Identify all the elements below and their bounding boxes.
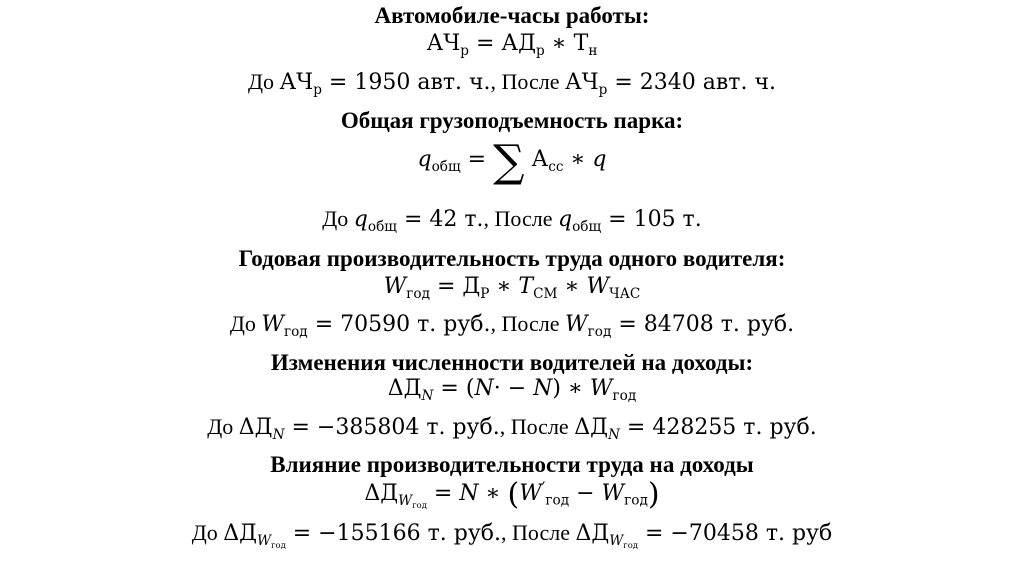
heading-driver-count-change: Изменения численности водителей на доходы: xyxy=(270,350,754,375)
result-vehicle-hours: До $АЧ_р = 1950$ авт. ч., После $АЧ_р = 2340$ авт. ч. xyxy=(248,69,776,98)
formula-driver-productivity: $W_{год} = Д_Р$ ∗ $T_{СМ}$ ∗ $W_{ЧАС}$ xyxy=(383,274,641,302)
result-driver-productivity: До $W_{год} = 70590$ т. руб., После $W_{год} = 84708$ т. руб. xyxy=(229,311,795,340)
formula-fleet-capacity: $q_{общ}$ = ∑ $А_{сс}$ ∗ q xyxy=(417,136,607,187)
formula-driver-count-change: $\Delta Д_N = (N\cdot - N)$ ∗ $W_{год}$ xyxy=(387,376,637,404)
heading-vehicle-hours: Автомобиле-часы работы: xyxy=(374,3,650,28)
formula-productivity-impact: $\Delta Д_{W_{год}} = N$ ∗ $(W'_{год} - W_{год})$ xyxy=(364,476,660,512)
formula-vehicle-hours: $АЧ_р = АД_р$ ∗ $Т_н$ xyxy=(426,31,598,59)
heading-productivity-impact: Влияние производительности труда на доходы xyxy=(270,452,754,477)
heading-fleet-capacity: Общая грузоподъемность парка: xyxy=(340,108,684,133)
result-productivity-impact: До $\Delta Д_{W_{год}} = -155166$ т. руб., После $\Delta Д_{W_{год}} = -70458$ т. руб xyxy=(191,520,833,550)
result-fleet-capacity: До $q_{общ} = 42$ т., После $q_{общ} = 105$ т. xyxy=(322,206,702,235)
heading-driver-productivity: Годовая производительность труда одного водителя: xyxy=(238,246,786,271)
result-driver-count-change: До $\Delta Д_N = -385804$ т. руб., После $\Delta Д_N = 428255$ т. руб. xyxy=(207,414,817,443)
sum-sign: ∑ xyxy=(493,136,525,187)
